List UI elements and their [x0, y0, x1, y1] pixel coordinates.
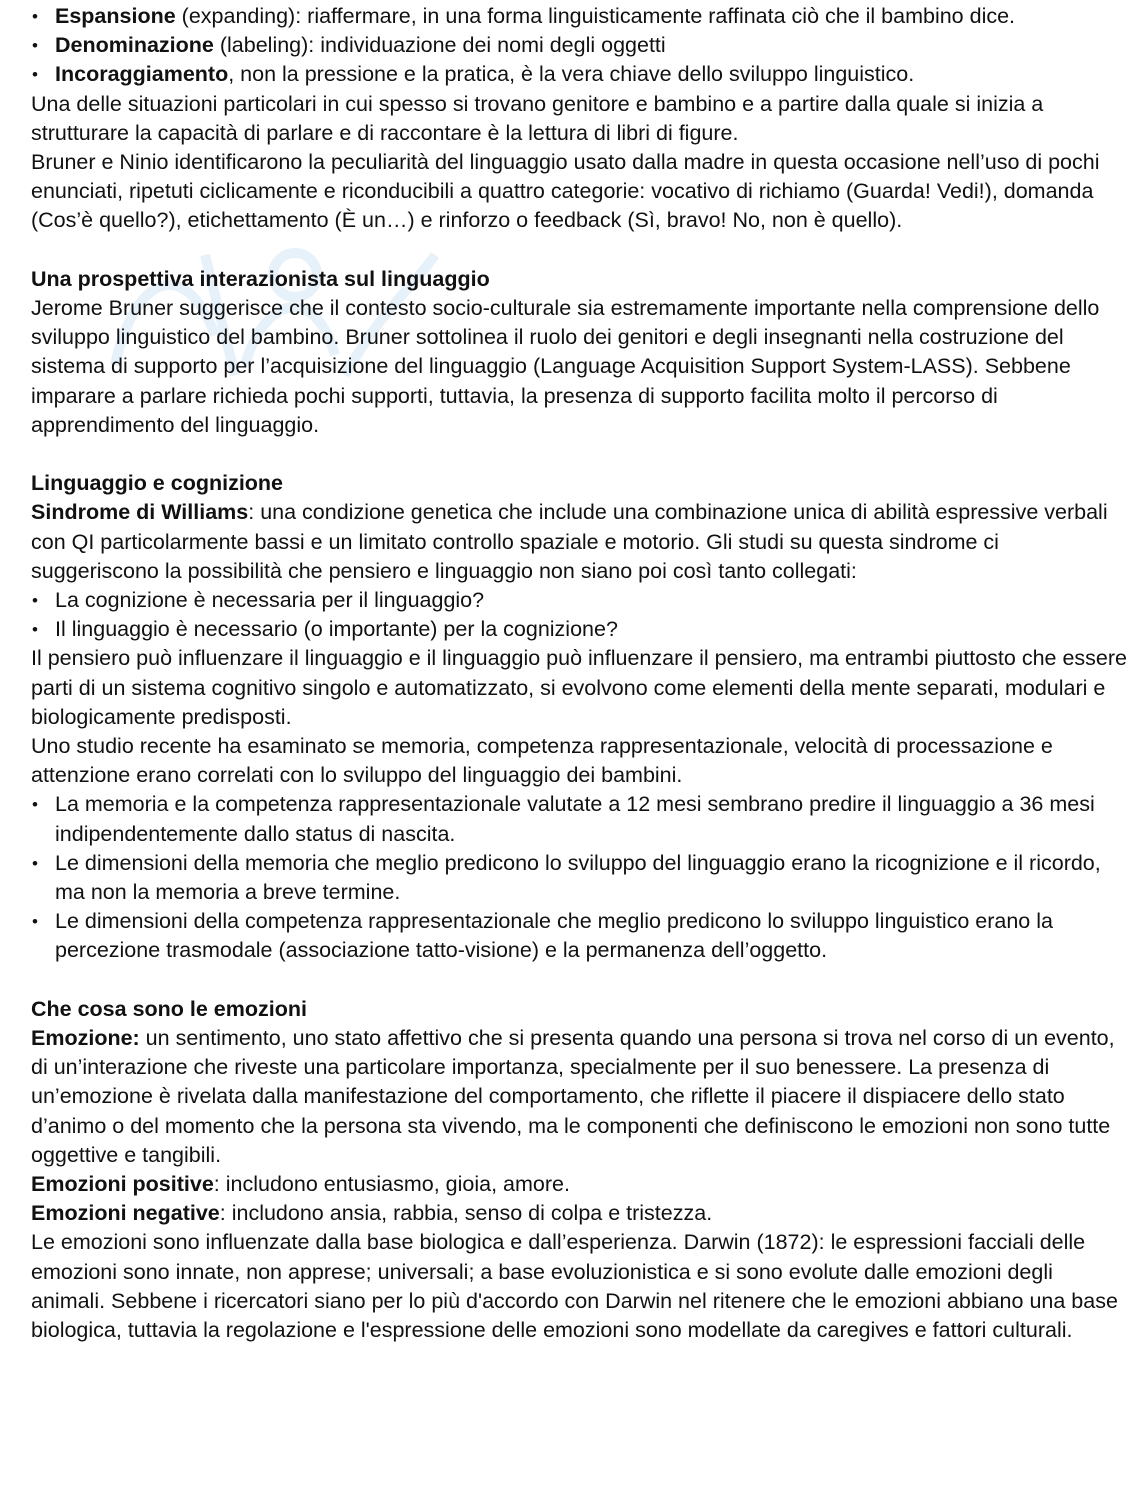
paragraph: Uno studio recente ha esaminato se memoria, competenza rappresentazionale, velocità di processazione e attenzione erano correlati con lo sviluppo del linguaggio dei bambini. [31, 734, 1053, 788]
list-item: • La memoria e la competenza rappresentazionale valutate a 12 mesi sembrano predire il linguaggio a 36 mesi indipendentemente dallo status di nascita. [31, 790, 1129, 848]
paragraph: Bruner e Ninio identificarono la peculiarità del linguaggio usato dalla madre in questa occasione nell’uso di pochi enunciati, ripetuti ciclicamente e riconducibili a quattro categorie: vocativo di richiamo (Guarda! Vedi!), domanda (Cos’è quello?), etichettamento (È un…) e rinforzo o feedback (Sì, bravo! No, non è quello). [31, 150, 1100, 233]
paragraph: Sindrome di Williams: una condizione genetica che include una combinazione unica di abilità espressive verbali con QI particolarmente bassi e un limitato controllo spaziale e motorio. Gli studi su questa sindrome ci suggeriscono la possibilità che pensiero e linguaggio non siano poi così tanto collegati: [31, 500, 1108, 583]
list-item: • Le dimensioni della memoria che meglio predicono lo sviluppo del linguaggio erano la ricognizione e il ricordo, ma non la memoria a breve termine. [31, 849, 1129, 907]
paragraph: Emozioni negative: includono ansia, rabbia, senso di colpa e tristezza. [31, 1201, 713, 1226]
paragraph: Una delle situazioni particolari in cui spesso si trovano genitore e bambino e a partire dalla quale si inizia a strutturare la capacità di parlare e di raccontare è la lettura di libri di figure. [31, 91, 1044, 145]
paragraph: Le emozioni sono influenzate dalla base biologica e dall’esperienza. Darwin (1872): le espressioni facciali delle emozioni sono innate, non apprese; universali; a base evoluzionistica e si sono evolute dalle emozioni degli animali. Sebbene i ricercatori siano per lo più d'accordo con Darwin nel ritenere che le emozioni abbiano una base biologica, tuttavia la regolazione e l'espressione delle emozioni sono modellate da caregives e fattori culturali. [31, 1230, 1118, 1343]
paragraph: Emozione: un sentimento, uno stato affettivo che si presenta quando una persona si trova nel corso di un evento, di un’interazione che riveste una particolare importanza, specialmente per il suo benessere. La presenza di un’emozione è rivelata dalla manifestazione del comportamento, che riflette il piacere il dispiacere dello stato d’animo o del momento che la persona sta vivendo, ma le componenti che definiscono le emozioni non sono tutte oggettive e tangibili. [31, 1026, 1115, 1167]
list-item: • Denominazione (labeling): individuazione dei nomi degli oggetti [31, 31, 1129, 60]
list-item: • Il linguaggio è necessario (o importante) per la cognizione? [31, 615, 1129, 644]
list-item: • La cognizione è necessaria per il linguaggio? [31, 586, 1129, 615]
list-item: • Incoraggiamento, non la pressione e la pratica, è la vera chiave dello sviluppo linguistico. [31, 60, 1129, 89]
intro-bullet-list [31, 2, 1129, 90]
section-heading: Che cosa sono le emozioni [31, 996, 307, 1021]
document-page [31, 2, 1129, 1345]
findings-list [31, 790, 1129, 965]
list-item: • Le dimensioni della competenza rappresentazionale che meglio predicono lo sviluppo linguistico erano la percezione trasmodale (associazione tatto-visione) e la permanenza dell’oggetto. [31, 907, 1129, 965]
paragraph: Il pensiero può influenzare il linguaggio e il linguaggio può influenzare il pensiero, ma entrambi piuttosto che essere parti di un sistema cognitivo singolo e automatizzato, si evolvono come elementi della mente separati, modulari e biologicamente predisposti. [31, 646, 1127, 729]
paragraph: Jerome Bruner suggerisce che il contesto socio-culturale sia estremamente importante nella comprensione dello sviluppo linguistico del bambino. Bruner sottolinea il ruolo dei genitori e degli insegnanti nella costruzione del sistema di supporto per l’acquisizione del linguaggio (Language Acquisition Support System-LASS). Sebbene imparare a parlare richieda pochi supporti, tuttavia, la presenza di supporto facilita molto il percorso di apprendimento del linguaggio. [31, 296, 1100, 437]
section-heading: Linguaggio e cognizione [31, 471, 284, 496]
paragraph: Emozioni positive: includono entusiasmo, gioia, amore. [31, 1172, 570, 1197]
section-heading: Una prospettiva interazionista sul linguaggio [31, 266, 490, 291]
list-item: • Espansione (expanding): riaffermare, in una forma linguisticamente raffinata ciò che il bambino dice. [31, 2, 1129, 31]
question-list [31, 586, 1129, 644]
